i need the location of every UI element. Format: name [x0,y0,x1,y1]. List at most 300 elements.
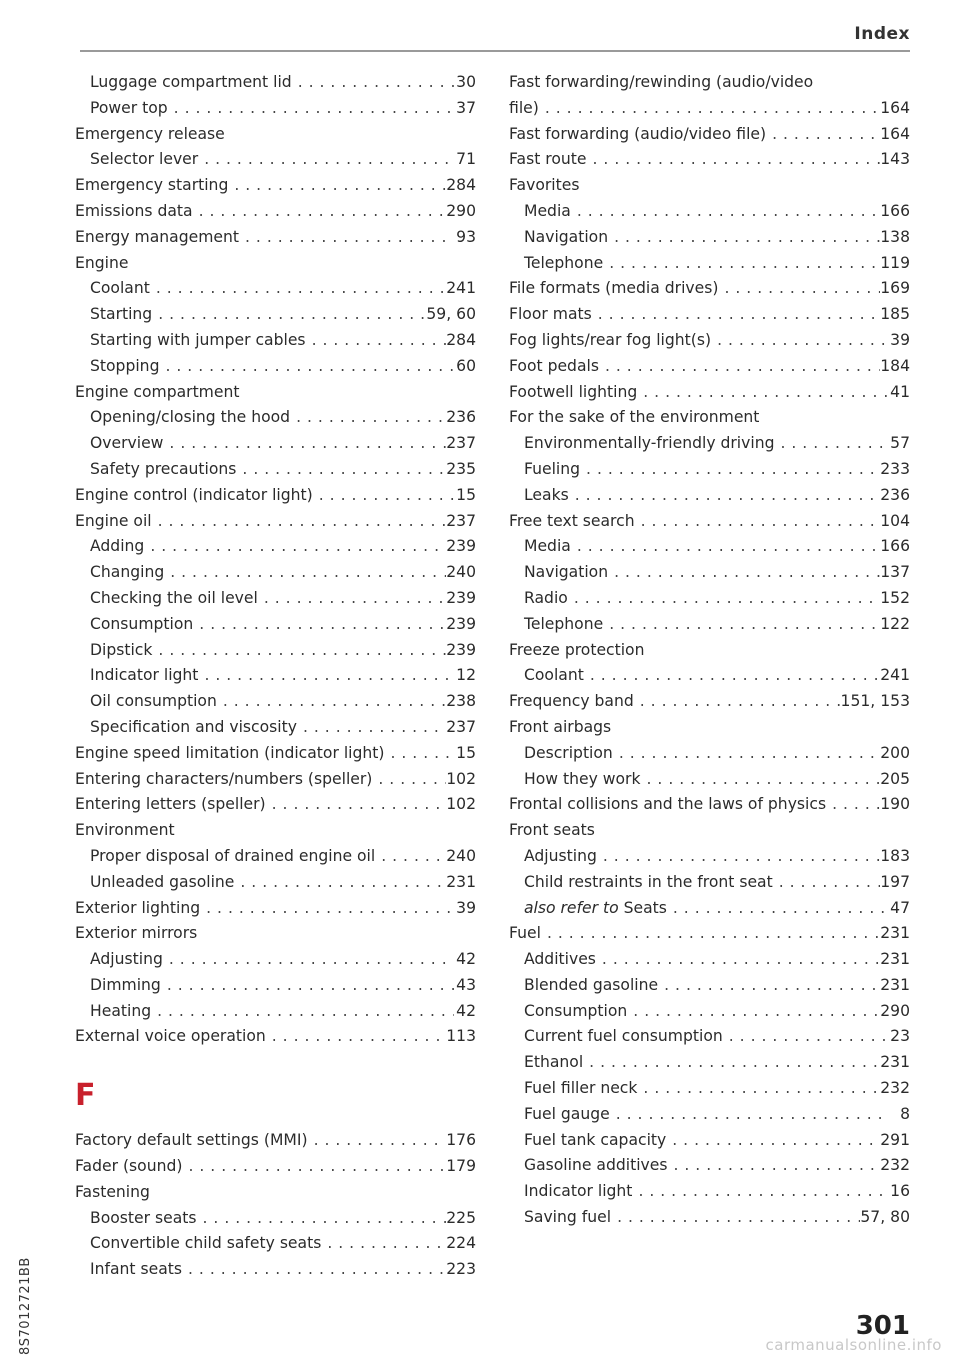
index-entry [75,1128,476,1154]
index-entry [75,457,476,483]
index-entry-page: 236 [880,485,910,504]
index-entry-text: Specification and viscosity [90,717,297,736]
dot-leader [290,405,446,431]
index-entry [75,431,476,457]
index-entry [75,1257,476,1283]
index-entry [509,741,910,767]
index-entry-term [75,1180,150,1206]
dot-leader [198,663,454,689]
dot-leader [666,1128,880,1154]
index-list-f [75,1128,476,1283]
index-entry-text: Radio [524,588,568,607]
index-entry-term [509,715,611,741]
index-entry-page: 284 [446,330,476,349]
dot-leader [292,70,454,96]
index-entry [75,663,476,689]
dot-leader [239,225,454,251]
index-entry [75,612,476,638]
index-entry [509,1024,910,1050]
index-entry-text: Child restraints in the front seat [524,872,773,891]
watermark: carmanualsonline.info [765,1336,942,1354]
index-entry [75,973,476,999]
index-entry-page: 8 [900,1104,910,1123]
index-entry-term [90,405,290,431]
index-entry-page: 239 [446,588,476,607]
index-entry-page: 185 [880,305,910,324]
index-entry-page: 143 [880,150,910,169]
index-entry-term [524,251,603,277]
dot-leader [723,1024,888,1050]
index-entry-term [524,663,584,689]
index-entry-term [524,1024,723,1050]
dot-leader [234,870,446,896]
index-entry [75,947,476,973]
dot-leader [580,457,880,483]
index-entry-page: 71 [456,150,476,169]
index-entry [509,147,910,173]
index-entry-text: Media [524,201,571,220]
index-entry [509,225,910,251]
index-entry-term [524,844,597,870]
dot-leader [159,354,454,380]
dot-leader [151,999,454,1025]
index-entry-term [509,173,579,199]
index-entry [75,251,476,277]
index-entry-page: 169 [880,279,910,298]
index-entry-text: Power top [90,98,168,117]
index-entry-text: Starting with jumper cables [90,330,306,349]
index-entry-page: 23 [890,1027,910,1046]
index-entry-page: 122 [880,614,910,633]
index-entry-text: Coolant [524,666,584,685]
index-entry-page: 119 [880,253,910,272]
index-entry-text: Fast forwarding/rewinding (audio/video [509,73,814,91]
index-entry-text: Floor mats [509,305,592,324]
dot-leader [539,96,880,122]
index-entry-text: Media [524,537,571,556]
index-entry-term [509,509,635,535]
index-entry [75,818,476,844]
dot-leader [161,973,454,999]
dot-leader [297,715,446,741]
index-entry [75,173,476,199]
index-entry-term [524,534,571,560]
index-entry-page: 240 [446,846,476,865]
index-entry-page: 42 [456,950,476,969]
index-entry-term [524,973,658,999]
index-entry [75,1180,476,1206]
index-entry [75,483,476,509]
index-entry-page: 225 [446,1208,476,1227]
index-entry [75,792,476,818]
index-entry-text: Emergency starting [75,176,229,195]
dot-leader [266,792,447,818]
index-entry-term [524,612,603,638]
index-entry-term [524,1153,667,1179]
index-entry-text: Blended gasoline [524,975,659,994]
dot-leader [587,147,881,173]
index-entry-term [524,586,568,612]
index-entry-page: 42 [456,1001,476,1020]
index-entry-term [509,122,766,148]
dot-leader [571,199,880,225]
index-entry-page: 231 [446,872,476,891]
index-entry [509,1179,910,1205]
index-entry-term [524,870,773,896]
dot-leader [258,586,446,612]
index-entry [75,509,476,535]
index-entry-page: 233 [880,459,910,478]
dot-leader [168,96,454,122]
index-entry-text: Entering characters/numbers (speller) [75,769,373,788]
dot-leader [193,199,447,225]
dot-leader [569,483,881,509]
index-entry [509,663,910,689]
dot-leader [658,973,880,999]
index-entry [509,1102,910,1128]
index-entry-text: Front seats [509,821,595,840]
index-entry [509,818,910,844]
index-entry [509,638,910,664]
dot-leader [637,1076,880,1102]
index-entry-text: Gasoline additives [524,1156,668,1175]
dot-leader [632,1179,888,1205]
index-entry-page: 179 [446,1157,476,1176]
index-entry-page: 138 [880,227,910,246]
index-entry-text: Seats [623,898,667,917]
index-entry-text: Infant seats [90,1260,182,1279]
index-entry-text: Fog lights/rear fog light(s) [509,330,712,349]
index-entry-page: 240 [446,563,476,582]
index-entry-term [90,560,164,586]
index-entry-page: 232 [880,1079,910,1098]
index-entry-page: 239 [446,640,476,659]
dot-leader [313,483,454,509]
dot-leader [152,302,426,328]
index-entry-text: Adjusting [524,846,597,865]
index-entry-text: Adding [90,537,145,556]
index-entry-term [90,1206,197,1232]
index-entry-text: Engine compartment [75,382,240,401]
index-column-right [509,70,910,1231]
index-entry-text: Footwell lighting [509,382,638,401]
index-entry-text: Ethanol [524,1053,584,1072]
index-entry [75,328,476,354]
index-entry-page: 176 [446,1131,476,1150]
index-entry-text: Engine control (indicator light) [75,485,313,504]
index-entry-page: 290 [880,1001,910,1020]
index-entry-text: Favorites [509,176,580,195]
index-entry-page: 16 [890,1182,910,1201]
index-entry-page: 137 [880,563,910,582]
index-entry [509,921,910,947]
index-entry [509,457,910,483]
dot-leader [599,354,880,380]
index-entry [75,1154,476,1180]
index-entry-term [509,147,587,173]
index-entry-page: 284 [446,176,476,195]
index-entry-page: 231 [880,950,910,969]
index-entry-term [75,509,152,535]
index-entry-text: Engine [75,253,129,272]
index-entry-term [509,328,711,354]
dot-leader [571,534,880,560]
dot-leader [150,276,446,302]
index-entry-text: Navigation [524,563,609,582]
index-entry [509,173,910,199]
index-entry-term [509,405,759,431]
index-entry-term [524,457,580,483]
index-entry-text: Factory default settings (MMI) [75,1131,308,1150]
index-entry-page: 43 [456,975,476,994]
index-entry-text: Coolant [90,279,150,298]
dot-leader [608,225,880,251]
index-entry-page: 237 [446,434,476,453]
index-entry-term [524,767,641,793]
index-entry [75,715,476,741]
index-entry [75,122,476,148]
index-entry-text: Changing [90,563,165,582]
index-entry-term [524,431,774,457]
index-entry-page: 12 [456,666,476,685]
index-entry-text: Frequency band [509,692,634,711]
dot-leader [152,638,446,664]
document-code: 8S7012721BB [18,1257,33,1355]
index-entry [75,354,476,380]
index-entry-page: 236 [446,408,476,427]
dot-leader [603,612,880,638]
index-entry [509,380,910,406]
index-entry [509,1205,910,1231]
index-entry-term [524,483,569,509]
dot-leader [608,560,880,586]
index-entry-term [90,147,198,173]
index-entry-page: 104 [880,511,910,530]
index-entry-page: 241 [446,279,476,298]
dot-leader [613,741,880,767]
dot-leader [627,999,880,1025]
index-entry-page: 290 [446,201,476,220]
index-entry-page: 224 [446,1234,476,1253]
dot-leader [193,612,446,638]
dot-leader [198,147,454,173]
dot-leader [182,1154,446,1180]
index-entry-page: 190 [880,795,910,814]
dot-leader [584,663,880,689]
index-entry-term [90,328,306,354]
index-entry-page: 231 [880,924,910,943]
index-entry-term [524,1050,583,1076]
index-entry-text: Opening/closing the hood [90,408,291,427]
index-entry-term [75,225,239,251]
index-entry-term [509,354,599,380]
index-entry [75,199,476,225]
index-entry-term [524,999,627,1025]
index-entry-page: 231 [880,1053,910,1072]
index-entry [509,431,910,457]
index-entry-text: Luggage compartment lid [90,73,292,91]
index-entry-text: Starting [90,305,153,324]
index-entry-term [509,380,637,406]
dot-leader [610,1102,888,1128]
index-entry-term [509,921,541,947]
index-entry-text: Fast forwarding (audio/video file) [509,124,767,143]
dot-leader [766,122,880,148]
index-entry-text: External voice operation [75,1027,266,1046]
index-entry-term [524,1102,610,1128]
index-entry [509,483,910,509]
index-list-left [75,70,476,1050]
index-entry-term [524,1076,637,1102]
index-entry [509,96,910,122]
index-entry-page: 237 [446,511,476,530]
index-entry-term [90,70,292,96]
index-entry-term [90,973,161,999]
index-entry-page: 102 [446,769,476,788]
index-entry [75,741,476,767]
dot-leader [144,534,446,560]
index-entry-term [75,818,175,844]
dot-leader [592,302,880,328]
index-entry-term [75,792,266,818]
index-entry-text: For the sake of the environment [509,408,760,427]
index-entry [75,405,476,431]
index-entry [75,844,476,870]
index-entry [75,1024,476,1050]
index-entry-term [90,612,193,638]
dot-leader [826,792,880,818]
index-entry-page: 231 [880,975,910,994]
index-entry-text: Convertible child safety seats [90,1234,322,1253]
index-entry-term [75,896,200,922]
index-entry [509,767,910,793]
dot-leader [372,767,446,793]
index-entry [75,276,476,302]
index-entry-text: Unleaded gasoline [90,872,235,891]
index-entry-text: Fuel tank capacity [524,1130,667,1149]
index-entry-page: 238 [446,692,476,711]
index-entry [509,1050,910,1076]
index-entry-page: 152 [880,588,910,607]
index-entry-text: Fastening [75,1182,150,1201]
index-entry-term [90,999,151,1025]
index-entry-page: 239 [446,614,476,633]
index-entry [509,405,910,431]
index-entry-text: Energy management [75,227,240,246]
index-entry-page: 164 [880,98,910,117]
index-entry [509,534,910,560]
index-entry-page: 15 [456,485,476,504]
index-entry-term [524,896,667,922]
index-entry-term [75,483,313,509]
dot-leader [611,1205,860,1231]
dot-leader [308,1128,447,1154]
index-entry-text: Emissions data [75,201,193,220]
index-entry [509,612,910,638]
index-entry-page: 223 [446,1260,476,1279]
dot-leader [597,844,880,870]
index-entry-term [75,1154,182,1180]
index-entry-page: 235 [446,459,476,478]
dot-leader [667,896,888,922]
index-entry-text: Foot pedals [509,356,599,375]
index-entry-page: 113 [446,1027,476,1046]
index-entry [75,638,476,664]
index-entry-term [75,921,197,947]
index-entry [75,896,476,922]
index-entry-text: Consumption [524,1001,628,1020]
index-entry-term [90,534,144,560]
dot-leader [152,509,447,535]
index-entry-term [90,302,152,328]
index-entry-text: Heating [90,1001,152,1020]
index-entry-text: Telephone [524,614,604,633]
index-entry [75,767,476,793]
index-entry [75,586,476,612]
index-entry-term [509,792,826,818]
index-entry-text: Checking the oil level [90,588,258,607]
index-entry [509,70,910,96]
index-entry-page: 60 [456,356,476,375]
index-entry-term [524,1128,666,1154]
dot-leader [711,328,888,354]
index-entry-text: Exterior mirrors [75,924,198,943]
dot-leader [773,870,881,896]
index-entry [75,147,476,173]
page-number: 301 [855,1311,910,1341]
index-entry-term [75,767,372,793]
index-entry-page: 15 [456,743,476,762]
index-entry-term [90,663,198,689]
index-entry [509,844,910,870]
index-entry-text: Overview [90,434,164,453]
index-entry [509,896,910,922]
index-entry [509,715,910,741]
index-entry [75,689,476,715]
dot-leader [641,767,881,793]
index-entry-text: Fueling [524,459,581,478]
index-entry-text: Booster seats [90,1208,197,1227]
dot-leader [718,276,880,302]
index-entry-term [90,1231,321,1257]
index-entry-text: Telephone [524,253,604,272]
index-entry-text: Environment [75,821,175,840]
dot-leader [266,1024,446,1050]
index-entry-text: Current fuel consumption [524,1027,723,1046]
index-entry [75,921,476,947]
index-entry-term [509,818,595,844]
index-entry-page: 47 [890,898,910,917]
index-entry-text: Engine speed limitation (indicator light) [75,743,385,762]
index-entry [75,1231,476,1257]
index-entry-text: Exterior lighting [75,898,201,917]
dot-leader [197,1206,447,1232]
index-entry [75,560,476,586]
index-entry-term [90,689,217,715]
index-entry [75,1206,476,1232]
index-entry-term [509,96,539,122]
index-entry-page: 166 [880,537,910,556]
dot-leader [217,689,446,715]
index-entry-term [75,1128,308,1154]
index-entry-text: Indicator light [90,666,199,685]
index-entry [509,1128,910,1154]
index-entry-page: 57, 80 [860,1208,910,1227]
index-entry-page: 241 [880,666,910,685]
index-entry-term [90,276,150,302]
dot-leader [306,328,447,354]
index-entry-page: 93 [456,227,476,246]
